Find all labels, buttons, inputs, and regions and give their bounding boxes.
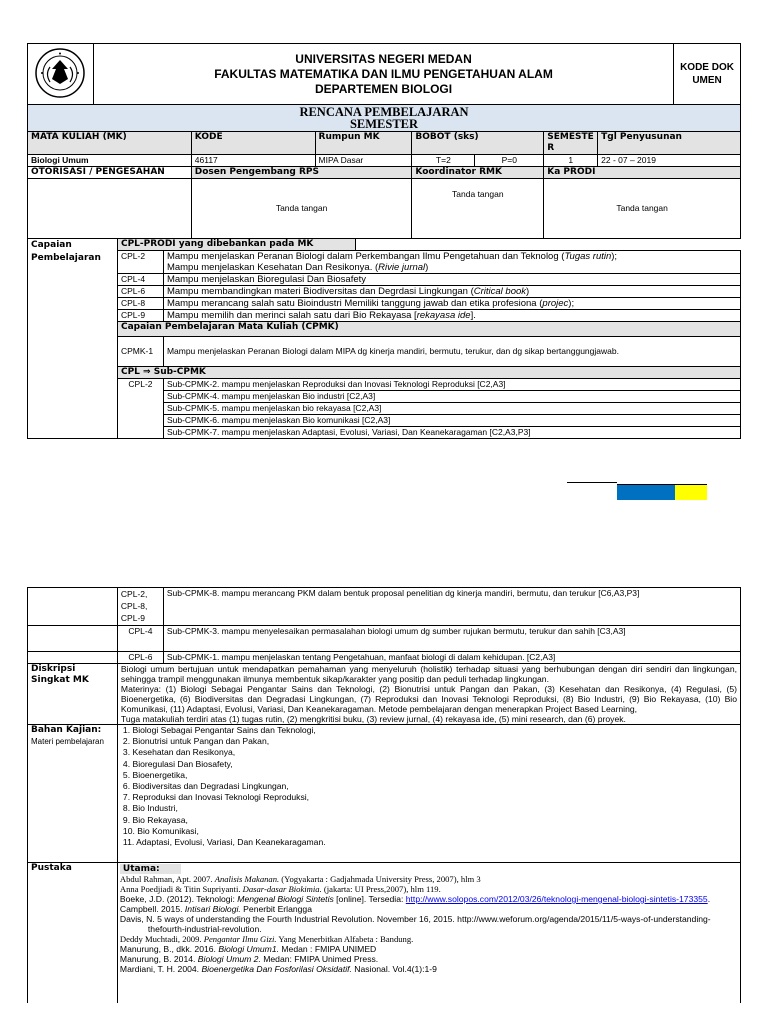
course-table [27,104,741,239]
desc-text: Biologi umum bertujuan untuk mendapatkan pemahaman yang menyeluruh (holistik) terhadap situasi yang berhubungan dengan diri sendiri dan lingkungan, sehingga trampil menggunakan ilmunya membentuk sikap/karakter yang positip dan peduli terhadap lingkungan. Materinya: (1) Biologi Sebagai Pengantar Sains dan Teknologi, (2) Bionutrisi untuk Pangan dan Pakan, (3) Kesehatan dan Resikonya, (4) Regulasi, (5) Bioenergetika, (6) Biodiversitas dan Degradasi Lingkungan, (7) Reproduksi dan Inovasi Teknologi Reproduksi, (8) Bio Industri, (9) Bio Rekayasa, (10) Bio Komunikasi, (11) Adaptasi, Evolusi, Variasi, Dan Keanekaragaman. Metode pembelajaran dengan menerapkan Project Based Learning, Tuga matakuliah terdiri atas (1) tugas rutin, (2) mengkritisi buku, (3) review jurnal, (4) rekayasa ide, (5) mini research, dan (6) proyek. [117,664,740,725]
course-semester: 1 [544,155,598,167]
university-name: UNIVERSITAS NEGERI MEDAN [295,51,472,66]
sign-kaprodi: Tanda tangan [544,179,741,239]
ref-item: Campbell. 2015. Intisari Biologi. Penerbit Erlangga [119,904,312,914]
kaprodi-label: Ka PRODI [544,167,741,179]
faculty-name: FAKULTAS MATEMATIKA DAN ILMU PENGETAHUAN ALAM [214,66,553,81]
sub-cpmk-header: CPL ⇒ Sub-CPMK [117,367,740,379]
department-name: DEPARTEMEN BIOLOGI [314,81,453,96]
cpl-row: CPL-4 Mampu menjelaskan Bioregulasi Dan Biosafety [28,274,741,286]
cpl-text: Mampu menjelaskan Peranan Biologi dalam Perkembangan Ilmu Pengetahuan dan Teknolog (Tugas rutin); Mampu menjelaskan Kesehatan Dan Resikonya. (Rivie jurnal) [163,251,740,274]
mk-header: MATA KULIAH (MK) [28,132,192,155]
bahan-sublabel: Materi pembelajaran [31,737,104,746]
pustaka-label: Pustaka [28,863,118,1003]
otorisasi-label: OTORISASI / PENGESAHAN [28,167,192,179]
cpl-code: CPL-2 [117,251,163,274]
doc-code-label: KODE DOKUMEN [674,44,741,105]
list-item: 9. Bio Rekayasa, [122,814,188,825]
course-code: 46117 [191,155,315,167]
list-item: 5. Bioenergetika, [122,769,188,780]
list-item: 6. Biodiversitas dan Degradasi Lingkungan, [122,781,289,792]
institution-heading [93,44,673,105]
yellow-bar [675,484,707,500]
list-item: 3. Kesehatan dan Resikonya, [122,747,236,758]
rps-title: RENCANA PEMBELAJARAN SEMESTER [28,105,741,132]
ref-item: Abdul Rahman, Apt. 2007. Analisis Makanan. (Yogyakarta : Gadjahmada University Press, 2007), hlm 3 [119,874,481,884]
dosen-label: Dosen Pengembang RPS [191,167,412,179]
course-date: 22 - 07 – 2019 [598,155,741,167]
rumpun-header: Rumpun MK [315,132,412,155]
list-item: 11. Adaptasi, Evolusi, Variasi, Dan Keanekaragaman. [122,837,326,848]
otorisasi-blank [28,179,192,239]
course-rumpun: MIPA Dasar [315,155,412,167]
utama-label: Utama: [120,864,181,874]
cpmk-text: Mampu menjelaskan Peranan Biologi dalam MIPA dg kinerja mandiri, bermutu, terukur, dan dg sikap bertanggungjawab. [163,337,740,367]
sub-cpmk-row: Sub-CPMK-5. mampu menjelaskan bio rekayasa [C2,A3] [28,403,741,415]
course-sks-t: T=2 [412,155,475,167]
bahan-label: Bahan Kajian: [31,725,102,735]
tgl-header: Tgl Penyusunan [598,132,741,155]
continuation-table [27,587,741,1003]
course-sks-p: P=0 [475,155,544,167]
sub-cpmk-cpl-code: CPL-2 [117,379,163,439]
ref-item: Davis, N. 5 ways of understanding the Fourth Industrial Revolution. November 16, 2015. http://www.weforum.org/agenda/2015/11/5-ways-of-understanding-thefourth-industrial-revolution. [119,914,711,934]
cpl-row: CPL-8 Mampu merancang salah satu Bioindustri Memiliki tanggung jawab dan etika profesiona (projec); [28,298,741,310]
kode-header: KODE [191,132,315,155]
cpl-row: CPL-9 Mampu memilih dan merinci salah satu dari Bio Rekayasa [rekayasa ide]. [28,310,741,322]
divider-line [567,482,617,483]
sub-cpmk-row: CPL-2, CPL-8, CPL-9 Sub-CPMK-8. mampu merancang PKM dalam bentuk proposal penelitian dg kinerja mandiri, bermutu, dan terukur [C6,A3,P3] [28,588,741,626]
cpl-prodi-header: CPL-PRODI yang dibebankan pada MK [117,239,355,251]
pustaka-list [117,863,740,1003]
cpmk-code: CPMK-1 [117,337,163,367]
sub-cpmk-cpl-code: CPL-2, CPL-8, CPL-9 [117,588,163,626]
capaian-label: Capaian Pembelajaran [28,239,118,439]
rps-page-2 [27,587,741,1003]
header-table [27,43,741,105]
list-item: 4. Bioregulasi Dan Biosafety, [122,758,233,769]
list-item: 7. Reproduksi dan Inovasi Teknologi Reproduksi, [122,792,310,803]
sub-cpmk-row: CPL-4 Sub-CPMK-3. mampu menyelesaikan permasalahan biologi umum dg sumber rujukan bermutu, terukur dan sahih [C3,A3] [28,626,741,652]
sign-dosen: Tanda tangan [191,179,412,239]
ref-item: Boeke, J.D. (2012). Teknologi: Mengenal Biologi Sintetis [online]. Tersedia: http://www.solopos.com/2012/03/26/teknologi-mengenal-biologi-sintetis-173355. [119,894,711,904]
ref-item: Anna Poedjiadi & Titin Supriyanti. Dasar-dasar Biokimia. (jakarta: UI Press,2007), hlm 119. [119,884,441,894]
sub-cpmk-row: CPL-2 Sub-CPMK-2. mampu menjelaskan Reproduksi dan Inovasi Teknologi Reproduksi [C2,A3] [28,379,741,391]
sub-cpmk-row: Sub-CPMK-4. mampu menjelaskan Bio industri [C2,A3] [28,391,741,403]
semester-header: SEMESTER [544,132,598,155]
rps-page-1 [27,43,741,439]
sub-cpmk-row: Sub-CPMK-7. mampu menjelaskan Adaptasi, Evolusi, Variasi, Dan Keanekaragaman [C2,A3,P3] [28,427,741,439]
list-item: 10. Bio Komunikasi, [122,825,199,836]
ref-item: Manurung, B. 2014. Biologi Umum 2. Medan: FMIPA Unimed Press. [119,954,379,964]
list-item: 2. Bionutrisi untuk Pangan dan Pakan, [122,736,270,747]
ref-link[interactable]: http://www.solopos.com/2012/03/26/teknologi-mengenal-biologi-sintetis-173355 [405,894,708,904]
blue-bar [617,484,675,500]
ref-item: Mardiani, T. H. 2004. Bioenergetika Dan Fosforilasi Oksidatif. Nasional. Vol.4(1):1-9 [119,964,437,974]
ref-item: Deddy Muchtadi, 2009. Pengantar Ilmu Gizi. Yang Menerbitkan Alfabeta : Bandung. [119,934,414,944]
sub-cpmk-row: CPL-6 Sub-CPMK-1. mampu menjelaskan tentang Pengetahuan, manfaat biologi di dalam kehidupan. [C2,A3] [28,652,741,664]
desc-label: Diskripsi Singkat MK [28,664,118,725]
bahan-label-cell [28,725,118,863]
ref-item: Manurung, B., dkk. 2016. Biologi Umum1. Medan : FMIPA UNIMED [119,944,377,954]
cpl-row: CPL-6 Mampu membandingkan materi Biodiversitas dan Degrdasi Lingkungan (Critical book) [28,286,741,298]
sign-koordinator: Tanda tangan [412,179,544,239]
unimed-logo-icon [34,47,86,99]
cpl-row [28,251,741,274]
bobot-header: BOBOT (sks) [412,132,544,155]
koordinator-label: Koordinator RMK [412,167,544,179]
sub-cpmk-row: Sub-CPMK-6. mampu menjelaskan Bio komunikasi [C2,A3] [28,415,741,427]
list-item: 8. Bio Industri, [122,803,178,814]
course-name: Biologi Umum [28,155,192,167]
cpmk-header: Capaian Pembelajaran Mata Kuliah (CPMK) [117,322,740,337]
bahan-list [117,725,740,863]
list-item: 1. Biologi Sebagai Pengantar Sains dan Teknologi, [122,725,316,735]
capaian-table [27,238,741,439]
logo-cell [28,44,94,105]
